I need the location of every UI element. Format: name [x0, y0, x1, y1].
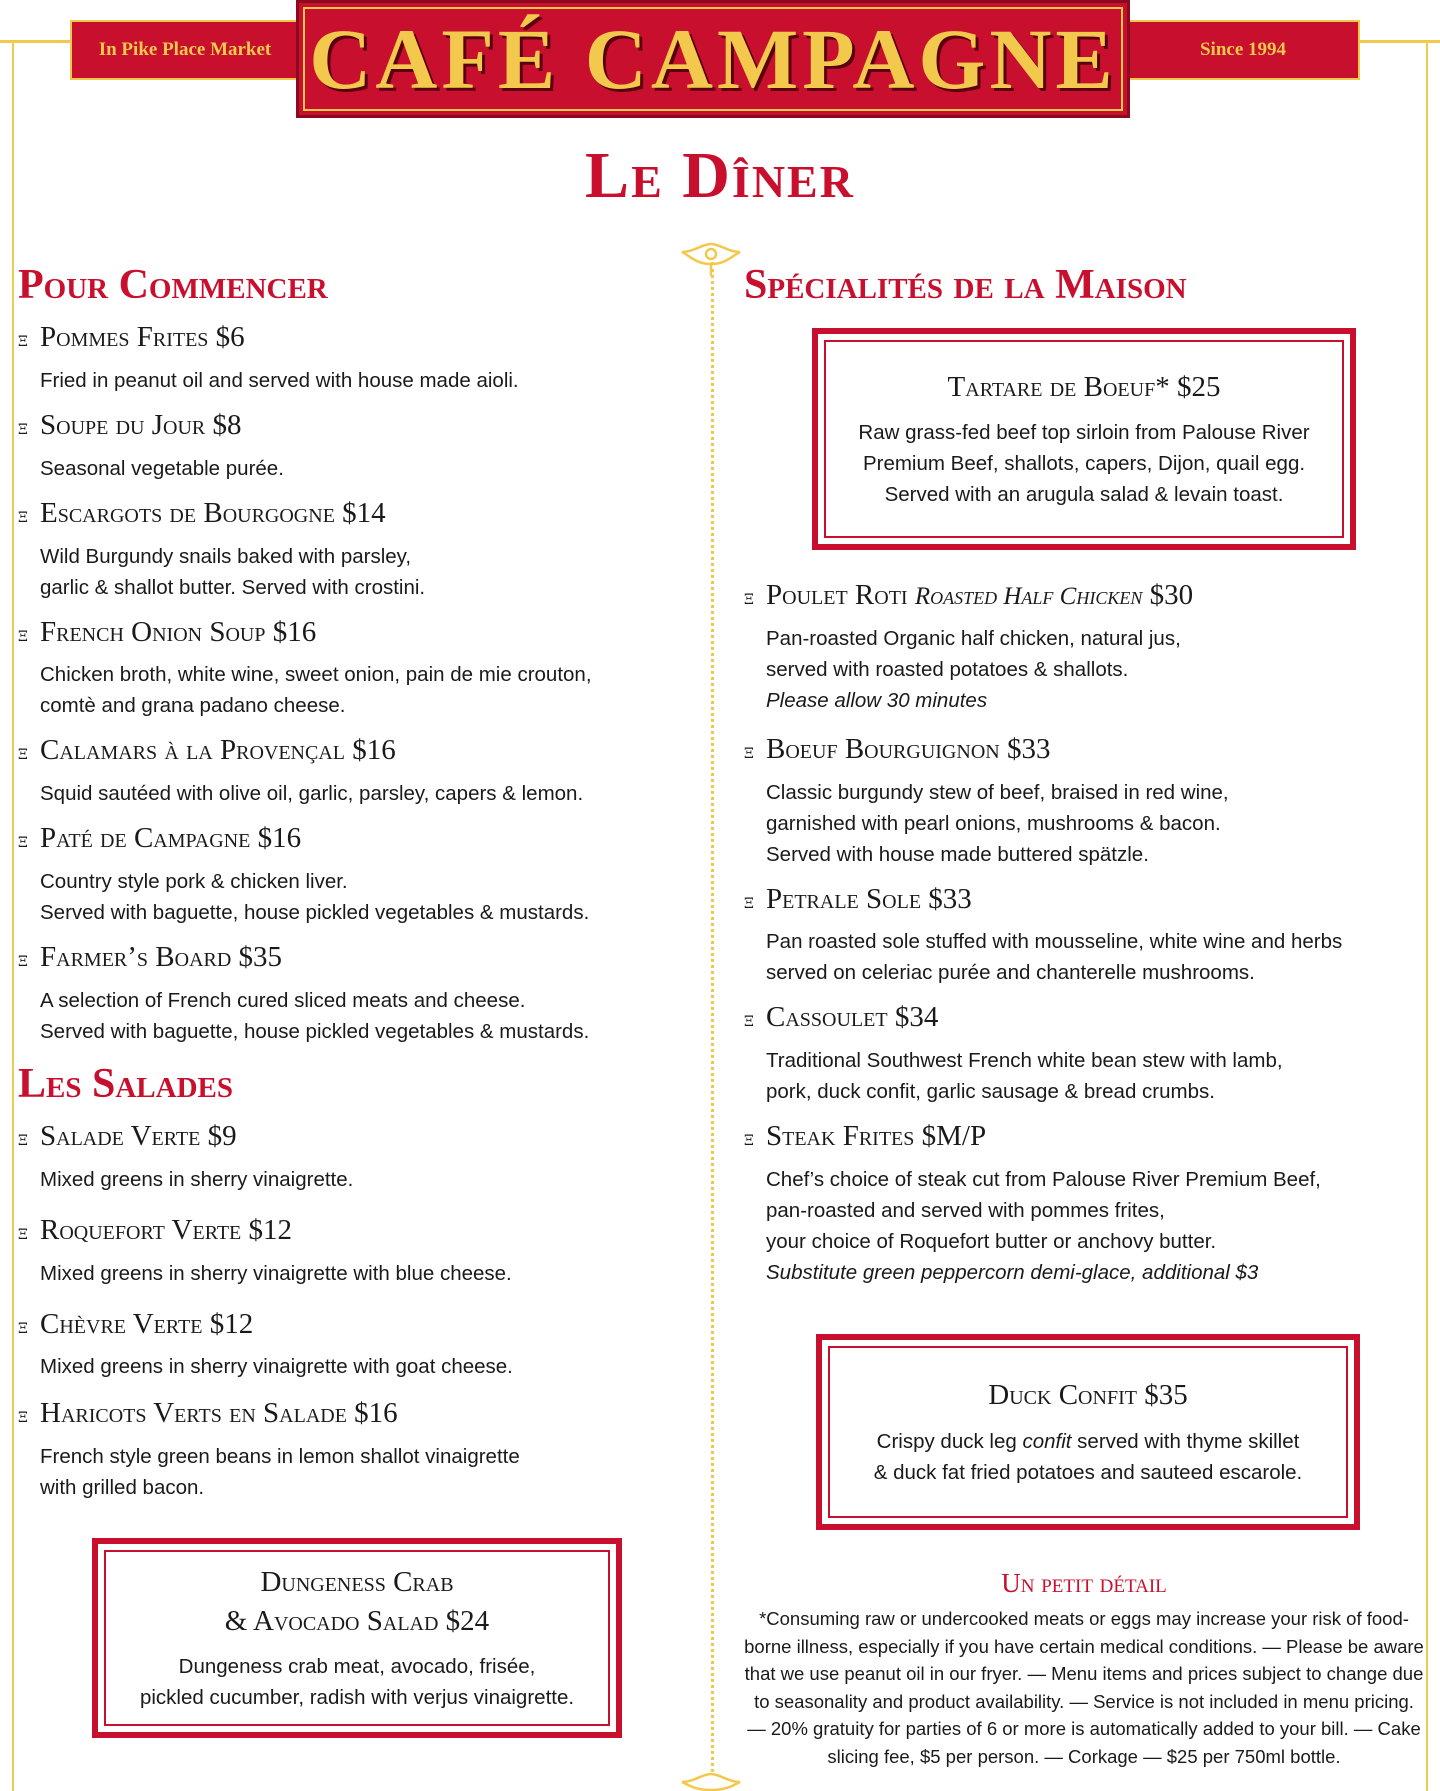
item-description [40, 1258, 668, 1289]
menu-item-escargots [18, 496, 668, 603]
desc-line: Pan-roasted Organic half chicken, natural jus, [766, 626, 1181, 650]
feature-box-inner [104, 1550, 610, 1726]
left-column [18, 262, 668, 1503]
item-name: Salade Verte $9 [40, 1119, 237, 1152]
desc-text: served with thyme skillet [1071, 1429, 1300, 1453]
item-title [18, 320, 668, 355]
desc-text: Crispy duck leg [876, 1429, 1023, 1453]
desc-line: Chicken broth, white wine, sweet onion, pain de mie crouton, [40, 663, 592, 687]
item-price: $30 [1149, 579, 1194, 611]
desc-line: Mixed greens in sherry vinaigrette with goat cheese. [40, 1355, 513, 1379]
bullet-icon: ξ [744, 888, 754, 913]
item-title [18, 1307, 668, 1342]
bullet-icon: ξ [18, 1219, 28, 1244]
item-title [18, 496, 668, 531]
item-description [766, 623, 1424, 716]
feature-description [874, 1426, 1303, 1488]
bullet-icon: ξ [18, 1313, 28, 1338]
feature-box-duck-confit [816, 1334, 1360, 1530]
desc-line: Squid sautéed with olive oil, garlic, parsley, capers & lemon. [40, 782, 584, 806]
desc-line: Served with baguette, house pickled vegetables & mustards. [40, 1019, 590, 1043]
item-name: Calamars à la Provençal $16 [40, 734, 396, 767]
item-description [40, 1441, 668, 1503]
item-title [744, 882, 1424, 917]
item-description [40, 365, 668, 396]
desc-line: Mixed greens in sherry vinaigrette. [40, 1167, 354, 1191]
feature-description [140, 1651, 574, 1713]
item-description [40, 1164, 668, 1195]
item-name: Pommes Frites $6 [40, 321, 245, 354]
desc-line: with grilled bacon. [40, 1476, 205, 1500]
bullet-icon: ξ [18, 740, 28, 765]
menu-item-cassoulet [744, 1000, 1424, 1107]
menu-item-roquefort-verte [18, 1213, 668, 1289]
menu-item-boeuf-bourguignon [744, 732, 1424, 870]
item-title [18, 940, 668, 975]
item-name: French Onion Soup $16 [40, 615, 317, 648]
menu-item-pommes-frites [18, 320, 668, 396]
item-title [744, 1000, 1424, 1035]
menu-item-steak-frites [744, 1119, 1424, 1288]
item-description [40, 866, 668, 928]
menu-item-poulet-roti [744, 578, 1424, 716]
desc-line: Premium Beef, shallots, capers, Dijon, quail egg. [862, 452, 1306, 476]
item-title [744, 578, 1424, 613]
item-description [766, 1045, 1424, 1107]
detail-heading: Un petit détail [1001, 1568, 1167, 1598]
desc-line: Dungeness crab meat, avocado, frisée, [178, 1655, 536, 1679]
item-title [744, 1119, 1424, 1154]
item-name: Haricots Verts en Salade $16 [40, 1397, 398, 1430]
detail-text: *Consuming raw or undercooked meats or eggs may increase your risk of food-borne illness, especially if you have certain medical conditions. — Please be aware that we use peanut oil in our fryer. — Menu items and prices subject to change due to seasonality and product availability. — Service is not included in menu pricing. — 20% gratuity for parties of 6 or more is automatically added to your bill. — Cake slicing fee, $5 per person. — Corkage — $25 per 750ml bottle. [744, 1608, 1424, 1767]
item-description [40, 541, 668, 603]
desc-line: Traditional Southwest French white bean stew with lamb, [766, 1049, 1283, 1073]
desc-line: pan-roasted and served with pommes frites, [766, 1198, 1165, 1222]
right-items [744, 578, 1424, 1288]
item-name: Steak Frites $M/P [766, 1120, 987, 1153]
banner [296, 0, 1130, 118]
right-column [744, 262, 1424, 308]
bullet-icon: ξ [18, 327, 28, 352]
desc-line: Served with house made buttered spätzle. [766, 842, 1149, 866]
item-description [766, 777, 1424, 870]
frame-right [1426, 40, 1428, 1791]
menu-item-haricots-verts [18, 1396, 668, 1503]
feature-box-tartare [812, 328, 1356, 550]
item-name: Boeuf Bourguignon $33 [766, 732, 1051, 765]
desc-line: Seasonal vegetable purée. [40, 456, 284, 480]
feature-title: Tartare de Boeuf* $25 [947, 370, 1221, 403]
desc-line: Classic burgundy stew of beef, braised in red wine, [766, 780, 1229, 804]
item-title [18, 1396, 668, 1431]
desc-line: your choice of Roquefort butter or anchovy butter. [766, 1229, 1217, 1253]
feature-title: & Avocado Salad $24 [224, 1605, 490, 1637]
item-name: Soupe du Jour $8 [40, 408, 242, 441]
desc-line: pickled cucumber, radish with verjus vinaigrette. [139, 1686, 575, 1710]
bullet-icon: ξ [744, 738, 754, 763]
bullet-icon: ξ [18, 414, 28, 439]
desc-line: served on celeriac purée and chanterelle mushrooms. [766, 961, 1255, 985]
desc-line: Country style pork & chicken liver. [40, 869, 348, 893]
bullet-icon: ξ [18, 1403, 28, 1428]
desc-note: Substitute green peppercorn demi-glace, additional $3 [766, 1260, 1259, 1284]
frame-top-right [1360, 40, 1440, 43]
section-heading-specialties: Spécialités de la Maison [744, 262, 1187, 308]
item-title [18, 733, 668, 768]
desc-line: pork, duck confit, garlic sausage & bread crumbs. [766, 1080, 1215, 1104]
bullet-icon: ξ [744, 1126, 754, 1151]
menu-item-salade-verte [18, 1119, 668, 1195]
desc-emphasis: confit [1022, 1429, 1072, 1453]
banner-right-tag: Since 1994 [1126, 20, 1360, 80]
desc-line: served with roasted potatoes & shallots. [766, 657, 1129, 681]
item-name: Escargots de Bourgogne $14 [40, 496, 386, 529]
desc-line: Raw grass-fed beef top sirloin from Palouse River [858, 421, 1310, 445]
bullet-icon: ξ [744, 1007, 754, 1032]
item-description [40, 1351, 668, 1382]
item-name: Farmer’s Board $35 [40, 940, 283, 973]
desc-line: Served with an arugula salad & levain toast. [884, 483, 1284, 507]
frame-top-left [0, 40, 70, 43]
ornament-bottom-icon [674, 1768, 748, 1791]
feature-box-inner [828, 1346, 1348, 1518]
item-name: Petrale Sole $33 [766, 882, 972, 915]
frame-left [12, 40, 14, 1791]
desc-line: comtè and grana padano cheese. [40, 694, 346, 718]
feature-title: Duck Confit $35 [988, 1379, 1188, 1412]
desc-line: Served with baguette, house pickled vegetables & mustards. [40, 900, 590, 924]
column-divider [711, 262, 714, 1772]
bullet-icon: ξ [18, 946, 28, 971]
desc-line: Chef’s choice of steak cut from Palouse River Premium Beef, [766, 1167, 1321, 1191]
menu-item-calamars [18, 733, 668, 809]
feature-description [858, 417, 1309, 510]
page-title: Le Dîner [585, 139, 855, 212]
item-name: Chèvre Verte $12 [40, 1307, 254, 1340]
item-description [40, 985, 668, 1047]
item-description [40, 453, 668, 484]
item-name: Paté de Campagne $16 [40, 822, 302, 855]
desc-line: garnished with pearl onions, mushrooms & bacon. [766, 811, 1221, 835]
banner-left-tag: In Pike Place Market [70, 20, 300, 80]
item-description [40, 778, 668, 809]
item-name: Roquefort Verte $12 [40, 1213, 293, 1246]
item-title [18, 1119, 668, 1154]
restaurant-name: CAFÉ CAMPAGNE [309, 11, 1117, 107]
bullet-icon: ξ [744, 585, 754, 609]
menu-item-pate [18, 821, 668, 928]
bullet-icon: ξ [18, 1125, 28, 1150]
desc-line: Fried in peanut oil and served with house made aioli. [40, 368, 519, 392]
item-subtitle: Roasted Half Chicken [914, 583, 1143, 610]
desc-note: Please allow 30 minutes [766, 688, 988, 712]
item-name: Poulet Roti [766, 579, 908, 611]
feature-title: Dungeness Crab [260, 1565, 454, 1598]
desc-line: Wild Burgundy snails baked with parsley, [40, 544, 412, 568]
bullet-icon: ξ [18, 621, 28, 646]
section-heading-salads: Les Salades [18, 1060, 233, 1107]
feature-box-inner [824, 340, 1344, 538]
menu-item-french-onion-soup [18, 615, 668, 722]
item-name: Cassoulet $34 [766, 1001, 939, 1034]
section-heading-starters: Pour Commencer [18, 262, 328, 308]
item-title [18, 408, 668, 443]
menu-item-petrale-sole [744, 882, 1424, 989]
desc-line: Pan roasted sole stuffed with mousseline, white wine and herbs [766, 930, 1343, 954]
item-description [40, 659, 668, 721]
desc-line: & duck fat fried potatoes and sauteed escarole. [873, 1460, 1303, 1484]
desc-line [874, 1426, 1303, 1457]
menu-item-chevre-verte [18, 1307, 668, 1383]
item-title [18, 1213, 668, 1248]
desc-line: Mixed greens in sherry vinaigrette with blue cheese. [40, 1261, 512, 1285]
menu-item-farmers-board [18, 940, 668, 1047]
desc-line: garlic & shallot butter. Served with crostini. [40, 575, 426, 599]
feature-box-dungeness-crab [92, 1538, 622, 1738]
item-description [766, 926, 1424, 988]
bullet-icon: ξ [18, 828, 28, 853]
desc-line: A selection of French cured sliced meats and cheese. [40, 988, 526, 1012]
item-title [18, 821, 668, 856]
menu-item-soupe-du-jour [18, 408, 668, 484]
item-description [766, 1164, 1424, 1288]
bullet-icon: ξ [18, 502, 28, 527]
desc-line: French style green beans in lemon shallot vinaigrette [40, 1445, 520, 1469]
item-title [18, 615, 668, 650]
item-title [744, 732, 1424, 767]
